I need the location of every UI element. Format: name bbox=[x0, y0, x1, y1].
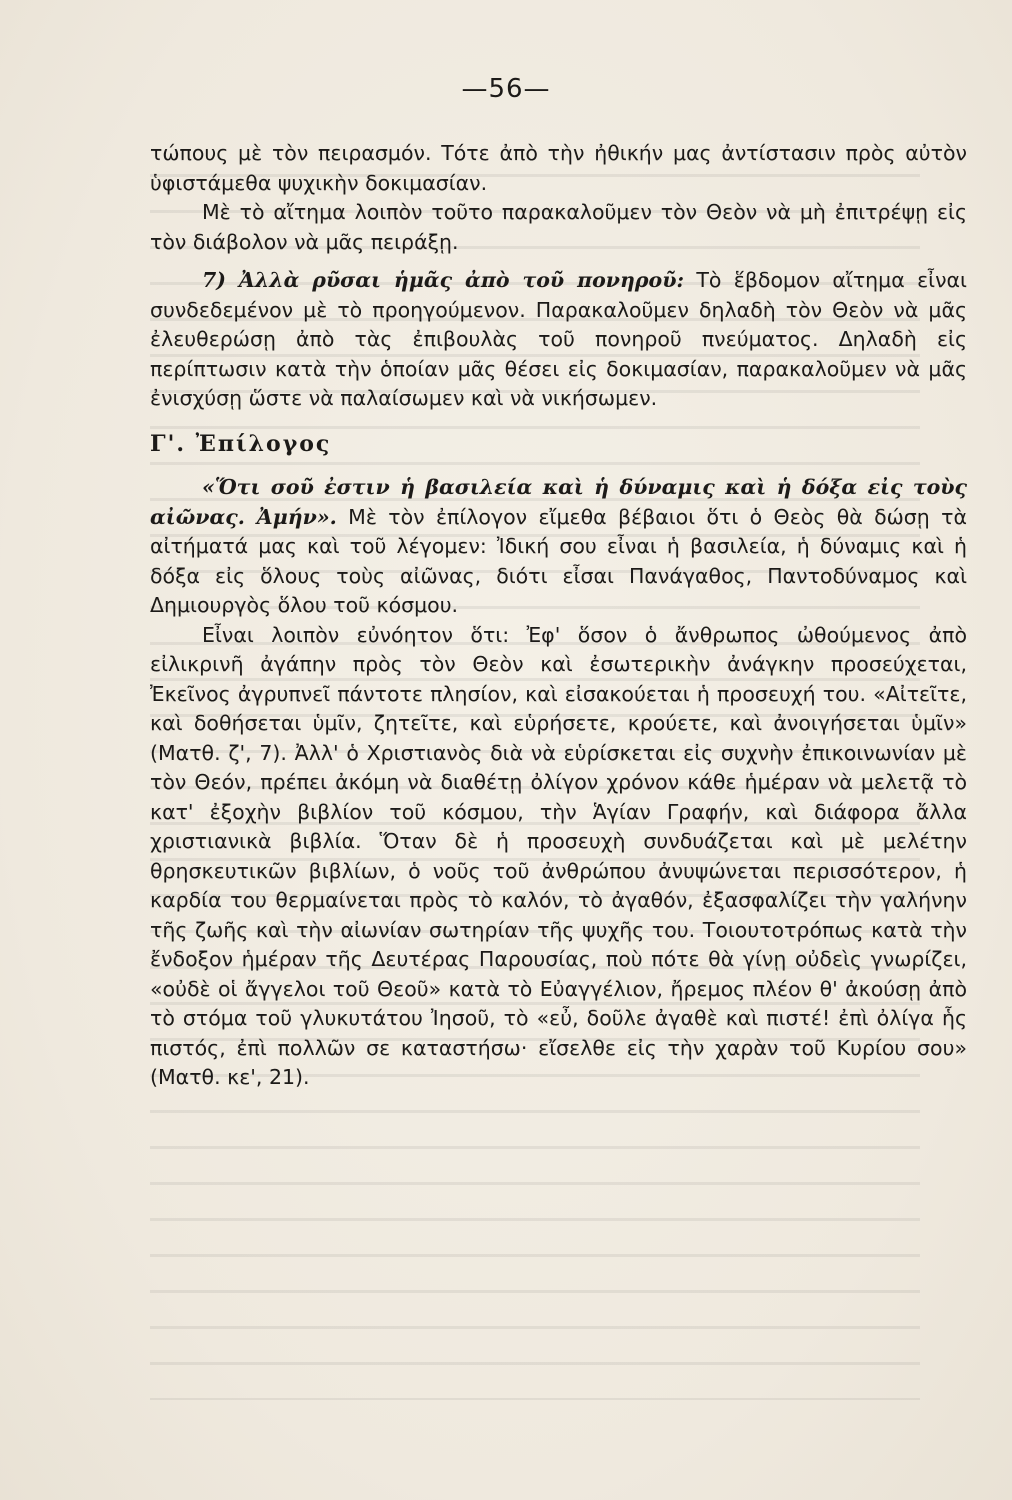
paragraph-petition-6: Μὲ τὸ αἴτημα λοιπὸν τοῦτο παρακαλοῦμεν τὸν Θεὸν νὰ μὴ ἐπιτρέψῃ εἰς τὸν διάβολον νὰ μᾶς πειράξῃ. bbox=[150, 200, 967, 254]
paragraph-conclusion: Εἶναι λοιπὸν εὐνόητον ὅτι: Ἐφ' ὅσον ὁ ἄνθρωπος ὠθούμενος ἀπὸ εἰλικρινῆ ἀγάπην πρὸς τὸν Θεὸν καὶ ἐσωτερικὴν ἀνάγκην προσεύχεται, Ἐκεῖνος ἀγρυπνεῖ πάντοτε πλησίον, καὶ εἰσακούεται ἡ προσευχή του. «Αἰτεῖτε, καὶ δοθήσεται ὑμῖν, ζητεῖτε, καὶ εὑρήσετε, κρούετε, καὶ ἀνοιγήσεται ὑμῖν» (Ματθ. ζ', 7). Ἀλλ' ὁ Χριστιανὸς διὰ νὰ εὑρίσκεται εἰς συχνὴν ἐπικοινωνίαν μὲ τὸν Θεόν, πρέπει ἀκόμη νὰ διαθέτῃ ὀλίγον χρόνον κάθε ἡμέραν νὰ μελετᾷ τὸ κατ' ἐξοχὴν βιβλίον τοῦ κόσμου, τὴν Ἁγίαν Γραφήν, καὶ διάφορα ἄλλα χριστιανικὰ βιβλία. Ὅταν δὲ ἡ προσευχὴ συνδυάζεται καὶ μὲ μελέτην θρησκευτικῶν βιβλίων, ὁ νοῦς τοῦ ἀνθρώπου ἀνυψώνεται περισσότερον, ἡ καρδία του θερμαίνεται πρὸς τὸ καλόν, τὸ ἀγαθόν, ἐξασφαλίζει τὴν γαλήνην τῆς ζωῆς καὶ τὴν αἰωνίαν σωτηρίαν τῆς ψυχῆς του. Τοιουτοτρόπως κατὰ τὴν ἔνδοξον ἡμέραν τῆς Δευτέρας Παρουσίας, ποὺ πότε θὰ γίνῃ οὐδεὶς γνωρίζει, «οὐδὲ οἱ ἄγγελοι τοῦ Θεοῦ» κατὰ τὸ Εὐαγγέλιον, ἤρεμος πλέον θ' ἀκούσῃ ἀπὸ τὸ στόμα τοῦ γλυκυτάτου Ἰησοῦ, τὸ «εὖ, δοῦλε ἀγαθὲ καὶ πιστέ! ἐπὶ ὀλίγα ἧς πιστός, ἐπὶ πολλῶν σε καταστήσω· εἴσελθε εἰς τὴν χαρὰν τοῦ Κυρίου σου» (Ματθ. κε', 21). bbox=[150, 622, 967, 1089]
petition-7-text: Τὸ ἕβδομον αἴτημα εἶναι συνδεδεμένον μὲ τὸ προηγούμενον. Παρακαλοῦμεν δηλαδὴ τὸν Θεὸν νὰ μᾶς ἐλευθερώσῃ ἀπὸ τὰς ἐπιβουλὰς τοῦ πονηροῦ πνεύματος. Δηλαδὴ εἰς περίπτωσιν κατὰ τὴν ὁποίαν μᾶς θέσει εἰς δοκιμασίαν, παρακαλοῦμεν νὰ μᾶς ἐνισχύσῃ ὥστε νὰ παλαίσωμεν καὶ νὰ νικήσωμεν. bbox=[150, 268, 967, 410]
petition-7-title: 7) Ἀλλὰ ρῦσαι ἡμᾶς ἀπὸ τοῦ πονηροῦ: bbox=[202, 268, 685, 292]
page-body bbox=[150, 139, 967, 1093]
paragraph-petition-7 bbox=[150, 266, 967, 414]
page-number: —56— bbox=[461, 74, 551, 104]
doxology-quote: «Ὅτι σοῦ ἐστιν ἡ βασιλεία καὶ ἡ δύναμις καὶ ἡ δόξα εἰς τοὺς αἰῶνας. Ἀμήν». bbox=[150, 475, 967, 529]
doxology-text: Μὲ τὸν ἐπίλογον εἴμεθα βέβαιοι ὅτι ὁ Θεὸς θὰ δώσῃ τὰ αἰτήματά μας καὶ τοῦ λέγομεν: Ἰδική σου εἶναι ἡ βασιλεία, ἡ δύναμις καὶ ἡ δόξα εἰς ὅλους τοὺς αἰῶνας, διότι εἶσαι Πανάγαθος, Παντοδύναμος καὶ Δημιουργὸς ὅλου τοῦ κόσμου. bbox=[150, 504, 967, 617]
paragraph-doxology bbox=[150, 473, 967, 621]
paragraph-continuation: τώπους μὲ τὸν πειρασμόν. Τότε ἀπὸ τὴν ἠθικήν μας ἀντίστασιν πρὸς αὐτὸν ὑφιστάμεθα ψυχικὴν δοκιμασίαν. bbox=[150, 141, 967, 195]
section-heading: Γ'. Ἐπίλογος bbox=[150, 430, 332, 457]
